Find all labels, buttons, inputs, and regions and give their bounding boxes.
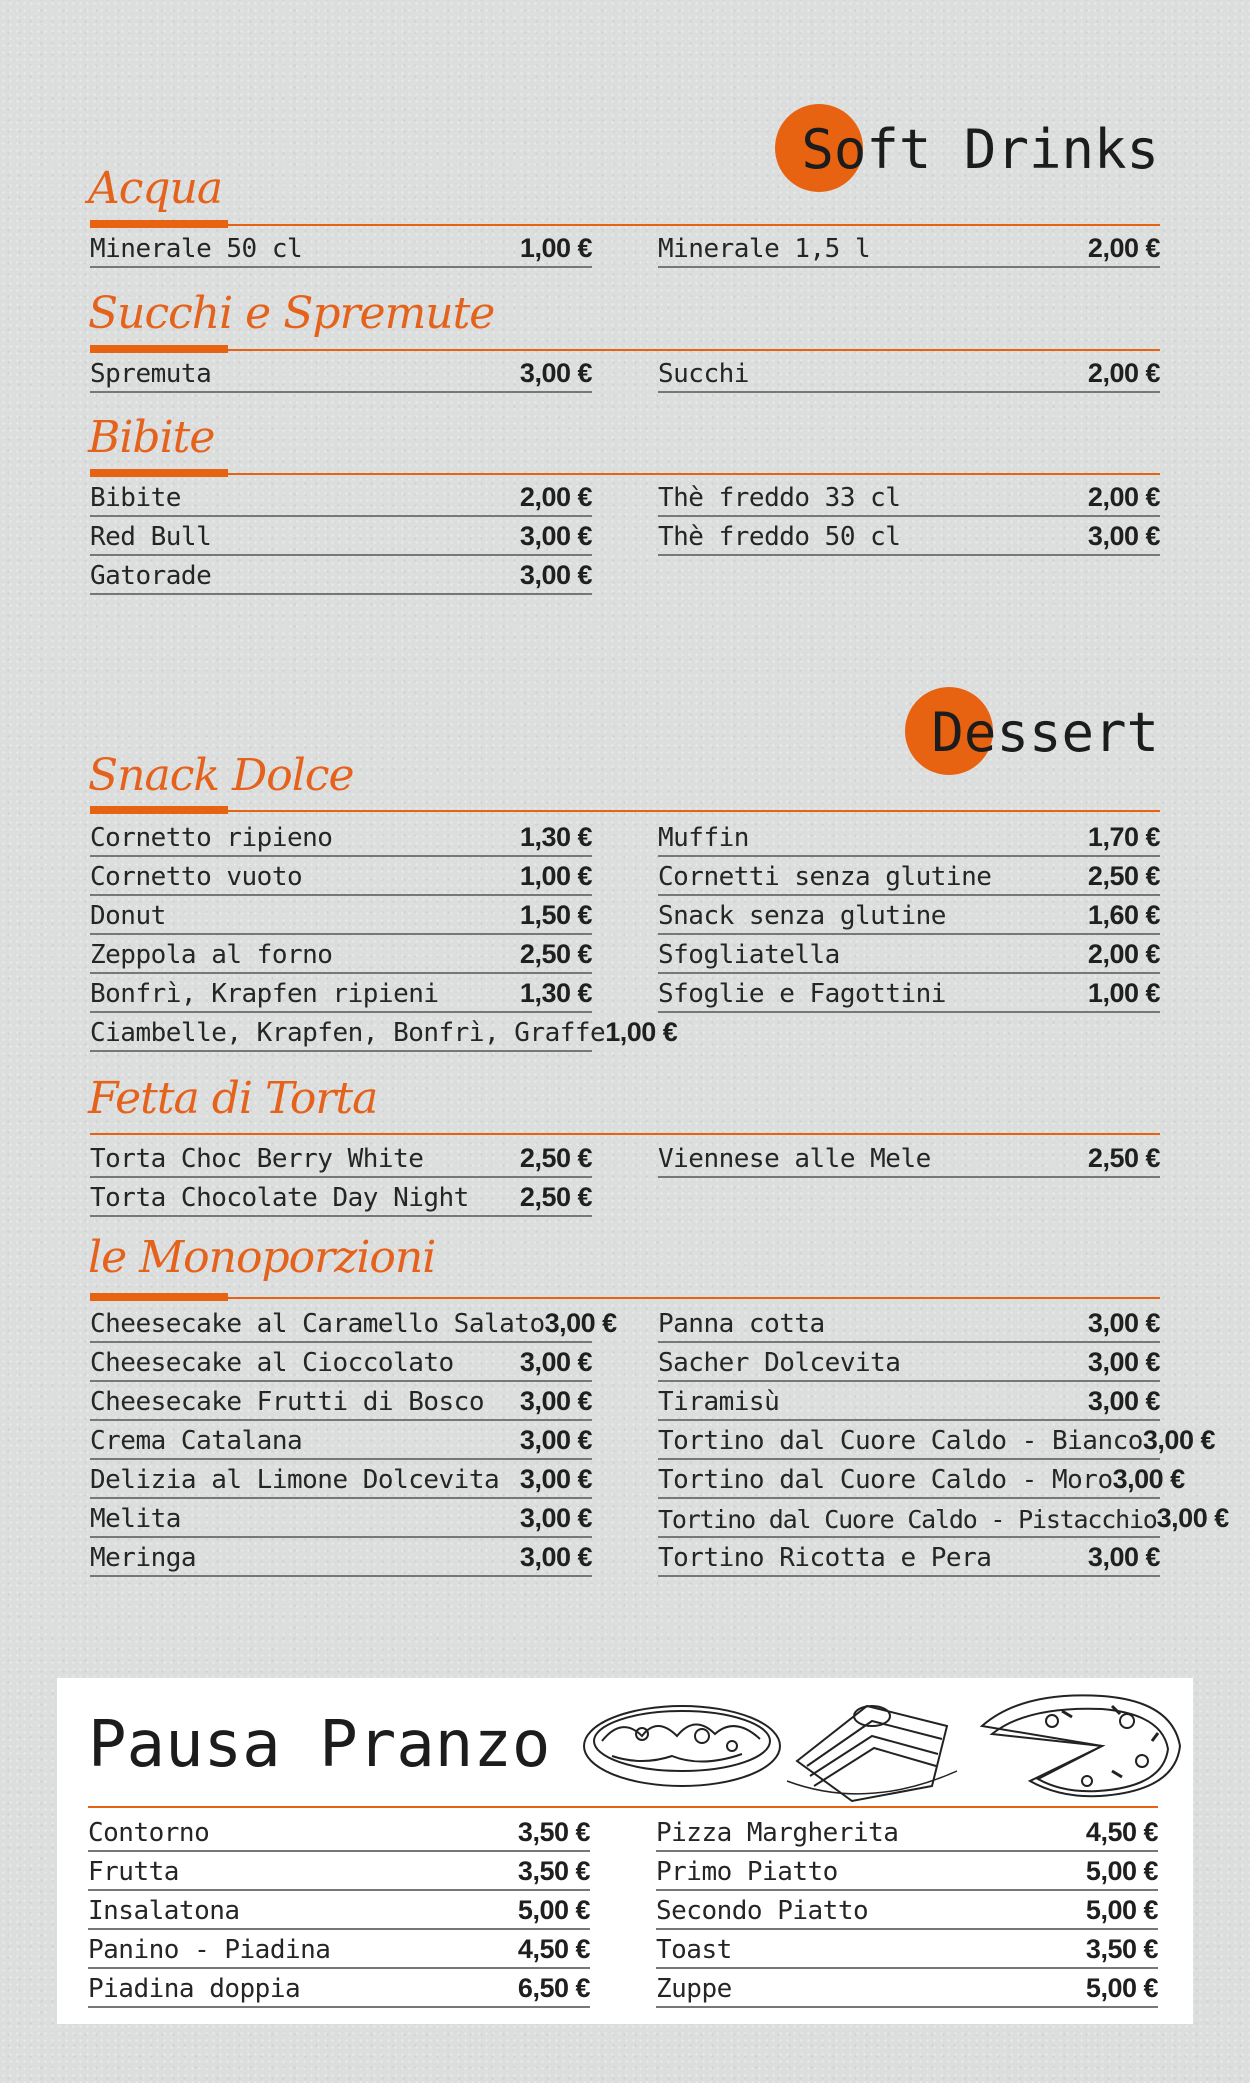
item-name: Primo Piatto	[656, 1857, 838, 1887]
item-name: Pizza Margherita	[656, 1818, 899, 1848]
item-price: 1,00 €	[519, 233, 592, 263]
item-name: Snack senza glutine	[658, 901, 946, 931]
item-name: Toast	[656, 1935, 732, 1965]
category-divider	[90, 224, 1160, 226]
menu-row	[90, 818, 592, 857]
item-price: 1,00 €	[1087, 978, 1160, 1008]
item-name: Sfoglie e Fagottini	[658, 979, 946, 1009]
item-price: 6,50 €	[517, 1973, 590, 2003]
menu-row	[90, 1538, 592, 1577]
menu-column-left	[90, 478, 592, 595]
item-price: 5,00 €	[1085, 1973, 1158, 2003]
item-name: Tiramisù	[658, 1387, 780, 1417]
panel-divider	[88, 1806, 1158, 1808]
item-name: Cheesecake al Caramello Salato	[90, 1309, 545, 1339]
menu-row	[88, 1813, 590, 1852]
menu-row	[658, 354, 1160, 393]
menu-row	[90, 478, 592, 517]
item-name: Zuppe	[656, 1974, 732, 2004]
menu-row	[656, 1930, 1158, 1969]
menu-row	[90, 1013, 678, 1052]
section-heading-text: Dessert	[931, 701, 1159, 764]
item-price: 1,00 €	[519, 861, 592, 891]
item-name: Donut	[90, 901, 166, 931]
item-price: 2,00 €	[519, 482, 592, 512]
menu-row	[90, 974, 592, 1013]
item-price: 2,50 €	[1087, 861, 1160, 891]
menu-row	[90, 1382, 592, 1421]
item-name: Spremuta	[90, 359, 212, 389]
menu-row	[658, 935, 1160, 974]
menu-column-right	[658, 478, 1160, 556]
item-price: 3,00 €	[519, 358, 592, 388]
menu-row	[88, 1852, 590, 1891]
menu-row	[656, 1891, 1158, 1930]
menu-column-left	[88, 1813, 590, 2008]
menu-row	[656, 1852, 1158, 1891]
menu-row	[658, 1421, 1215, 1460]
menu-row	[658, 974, 1160, 1013]
menu-column-right	[656, 1813, 1158, 2008]
item-price: 3,00 €	[1087, 521, 1160, 551]
item-price: 2,00 €	[1087, 939, 1160, 969]
item-name: Muffin	[658, 823, 749, 853]
item-price: 1,60 €	[1087, 900, 1160, 930]
item-name: Ciambelle, Krapfen, Bonfrì, Graffe	[90, 1018, 606, 1048]
category-title-le-monoporzioni: le Monoporzioni	[88, 1232, 436, 1283]
item-name: Succhi	[658, 359, 749, 389]
item-price: 3,00 €	[519, 560, 592, 590]
menu-row	[90, 935, 592, 974]
menu-row	[658, 857, 1160, 896]
item-price: 3,00 €	[1087, 1542, 1160, 1572]
menu-row	[90, 517, 592, 556]
item-name: Bibite	[90, 483, 181, 513]
item-price: 3,50 €	[1085, 1934, 1158, 1964]
item-price: 5,00 €	[517, 1895, 590, 1925]
item-price: 4,50 €	[1085, 1817, 1158, 1847]
menu-row	[90, 1421, 592, 1460]
lasagna-icon	[787, 1706, 957, 1801]
section-heading-text: Soft Drinks	[801, 118, 1159, 181]
item-name: Cheesecake Frutti di Bosco	[90, 1387, 484, 1417]
item-price: 3,00 €	[1112, 1464, 1185, 1494]
item-name: Meringa	[90, 1543, 197, 1573]
menu-column-left	[90, 1139, 592, 1217]
menu-row	[658, 478, 1160, 517]
item-name: Piadina doppia	[88, 1974, 301, 2004]
item-price: 2,00 €	[1087, 358, 1160, 388]
item-price: 3,00 €	[519, 1347, 592, 1377]
menu-row	[658, 1382, 1160, 1421]
item-price: 3,00 €	[519, 1503, 592, 1533]
panel-title: Pausa Pranzo	[88, 1708, 551, 1782]
item-name: Torta Chocolate Day Night	[90, 1183, 469, 1213]
item-name: Cornetti senza glutine	[658, 862, 992, 892]
item-name: Sfogliatella	[658, 940, 840, 970]
item-price: 3,00 €	[519, 1386, 592, 1416]
menu-row	[90, 1460, 592, 1499]
menu-row	[658, 1304, 1160, 1343]
menu-row	[658, 1538, 1160, 1577]
item-price: 3,00 €	[1156, 1503, 1229, 1533]
menu-column-left	[90, 229, 592, 268]
item-price: 2,50 €	[1087, 1143, 1160, 1173]
menu-row	[88, 1891, 590, 1930]
section-heading-soft-drinks	[801, 110, 1159, 190]
menu-column-left	[90, 818, 678, 1052]
menu-row	[90, 857, 592, 896]
item-price: 3,00 €	[1087, 1386, 1160, 1416]
item-price: 2,00 €	[1087, 233, 1160, 263]
menu-row	[90, 354, 592, 393]
item-name: Melita	[90, 1504, 181, 1534]
item-name: Zeppola al forno	[90, 940, 333, 970]
menu-row	[658, 517, 1160, 556]
item-price: 2,50 €	[519, 939, 592, 969]
item-price: 3,00 €	[519, 1542, 592, 1572]
item-name: Thè freddo 50 cl	[658, 522, 901, 552]
item-name: Minerale 1,5 l	[658, 234, 871, 264]
item-price: 1,30 €	[519, 822, 592, 852]
item-name: Tortino dal Cuore Caldo - Pistacchio	[658, 1505, 1157, 1534]
item-price: 3,00 €	[519, 521, 592, 551]
menu-column-right	[658, 1304, 1229, 1577]
item-name: Tortino dal Cuore Caldo - Bianco	[658, 1426, 1143, 1456]
menu-column-right	[658, 229, 1160, 268]
item-name: Contorno	[88, 1818, 210, 1848]
menu-row	[90, 1499, 592, 1538]
menu-column-left	[90, 354, 592, 393]
item-price: 2,50 €	[519, 1182, 592, 1212]
category-title-bibite: Bibite	[88, 412, 215, 463]
item-name: Tortino Ricotta e Pera	[658, 1543, 992, 1573]
item-price: 3,00 €	[519, 1464, 592, 1494]
item-name: Sacher Dolcevita	[658, 1348, 901, 1378]
menu-row	[656, 1813, 1158, 1852]
item-price: 1,30 €	[519, 978, 592, 1008]
menu-row	[90, 1304, 617, 1343]
item-price: 5,00 €	[1085, 1856, 1158, 1886]
menu-column-right	[658, 1139, 1160, 1178]
item-price: 3,50 €	[517, 1856, 590, 1886]
item-name: Cheesecake al Cioccolato	[90, 1348, 454, 1378]
item-name: Minerale 50 cl	[90, 234, 303, 264]
menu-row	[658, 1139, 1160, 1178]
category-divider	[90, 1297, 1160, 1299]
menu-row	[656, 1969, 1158, 2008]
item-name: Torta Choc Berry White	[90, 1144, 424, 1174]
item-price: 3,00 €	[544, 1308, 617, 1338]
item-name: Thè freddo 33 cl	[658, 483, 901, 513]
food-sketches	[582, 1686, 1182, 1804]
menu-row	[90, 1343, 592, 1382]
item-name: Cornetto ripieno	[90, 823, 333, 853]
menu-row	[658, 818, 1160, 857]
menu-row	[90, 1178, 592, 1217]
category-divider	[90, 473, 1160, 475]
item-price: 1,50 €	[519, 900, 592, 930]
item-name: Delizia al Limone Dolcevita	[90, 1465, 500, 1495]
category-title-succhi-e-spremute: Succhi e Spremute	[88, 288, 495, 339]
category-title-snack-dolce: Snack Dolce	[88, 750, 354, 801]
category-title-acqua: Acqua	[88, 163, 223, 214]
category-divider	[90, 810, 1160, 812]
item-name: Panna cotta	[658, 1309, 825, 1339]
item-price: 3,00 €	[1087, 1308, 1160, 1338]
menu-row	[658, 1460, 1185, 1499]
menu-row	[658, 896, 1160, 935]
item-name: Red Bull	[90, 522, 212, 552]
item-name: Insalatona	[88, 1896, 240, 1926]
menu-column-right	[658, 818, 1160, 1013]
menu-column-left	[90, 1304, 617, 1577]
category-divider	[90, 349, 1160, 351]
menu-row	[658, 1499, 1229, 1538]
item-price: 2,50 €	[519, 1143, 592, 1173]
item-price: 1,70 €	[1087, 822, 1160, 852]
item-price: 2,00 €	[1087, 482, 1160, 512]
menu-column-right	[658, 354, 1160, 393]
item-price: 3,00 €	[1142, 1425, 1215, 1455]
item-name: Frutta	[88, 1857, 179, 1887]
item-price: 1,00 €	[605, 1017, 678, 1047]
section-heading-dessert	[931, 693, 1159, 773]
menu-row	[90, 1139, 592, 1178]
item-price: 3,00 €	[1087, 1347, 1160, 1377]
item-name: Panino - Piadina	[88, 1935, 331, 1965]
menu-row	[658, 1343, 1160, 1382]
item-name: Viennese alle Mele	[658, 1144, 931, 1174]
menu-row	[90, 896, 592, 935]
menu-row	[88, 1969, 590, 2008]
category-divider	[90, 1133, 1160, 1135]
item-price: 5,00 €	[1085, 1895, 1158, 1925]
pizza-icon	[982, 1695, 1180, 1796]
pausa-pranzo-panel	[57, 1678, 1193, 2024]
item-price: 3,00 €	[519, 1425, 592, 1455]
category-title-fetta-di-torta: Fetta di Torta	[88, 1073, 378, 1124]
item-name: Crema Catalana	[90, 1426, 303, 1456]
item-name: Bonfrì, Krapfen ripieni	[90, 979, 439, 1009]
menu-row	[90, 556, 592, 595]
item-price: 4,50 €	[517, 1934, 590, 1964]
item-name: Secondo Piatto	[656, 1896, 869, 1926]
menu-row	[658, 229, 1160, 268]
item-price: 3,50 €	[517, 1817, 590, 1847]
item-name: Tortino dal Cuore Caldo - Moro	[658, 1465, 1113, 1495]
menu-row	[88, 1930, 590, 1969]
menu-row	[90, 229, 592, 268]
salad-bowl-icon	[584, 1706, 780, 1786]
item-name: Cornetto vuoto	[90, 862, 303, 892]
item-name: Gatorade	[90, 561, 212, 591]
